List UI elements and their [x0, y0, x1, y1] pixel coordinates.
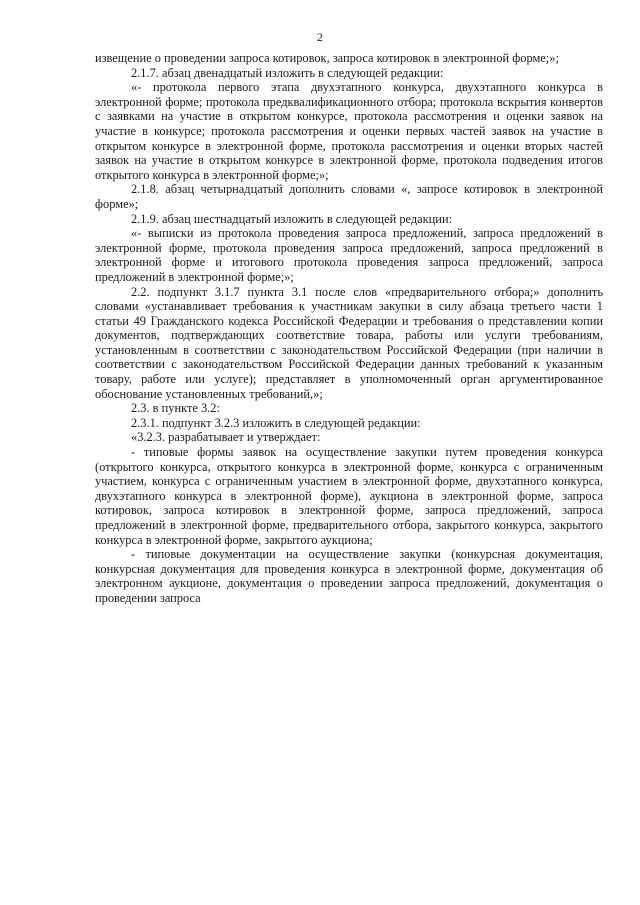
paragraph-2-1-9: 2.1.9. абзац шестнадцатый изложить в следующей редакции:: [131, 211, 453, 226]
paragraph-2-1-8: 2.1.8. абзац четырнадцатый дополнить словами «, запросе котировок в электронной форме»;: [95, 182, 603, 211]
paragraph-2-3-1: 2.3.1. подпункт 3.2.3 изложить в следующей редакции:: [131, 415, 421, 430]
paragraph-protocols-list: «- протокола первого этапа двухэтапного конкурса, двухэтапного конкурса в электронной форме; протокола предквалификационного отбора; протокола вскрытия конвертов с заявками на участие в открытом конкурсе, протокола рассмотрения и оценки заявок на участие в конкурсе; протокола рассмотрения и оценки первых частей заявок на участие в открытом конкурсе в электронной форме, протокола рассмотрения и оценки вторых частей заявок на участие в открытом конкурсе в электронной форме, протокола подведения итогов открытого конкурса в электронной форме;»;: [95, 80, 603, 182]
paragraph-2-3: 2.3. в пункте 3.2:: [131, 401, 220, 416]
paragraph-2-2: 2.2. подпункт 3.1.7 пункта 3.1 после слов «предварительного отбора;» дополнить словами «устанавливает требования к участникам закупки в силу абзаца третьего части 1 статьи 49 Гражданского кодекса Российской Федерации и требования о представлении копии документов, подтверждающих соответствие товара, работы или услуги требованиям, установленным в соответствии с законодательством Российской Федерации (при наличии в соответствии с законодательством Российской Федерации данных требований к указанным товару, работе или услуге); представляет в уполномоченный орган аргументированное обоснование установленных требований,»;: [95, 284, 603, 401]
paragraph-2-1-7: 2.1.7. абзац двенадцатый изложить в следующей редакции:: [131, 65, 444, 80]
paragraph-3-2-3: «3.2.3. разрабатывает и утверждает:: [131, 430, 321, 445]
paragraph-typical-documentation: - типовые документации на осуществление закупки (конкурсная документация, конкурсная документация для проведения конкурса в электронной форме, документация об электронном аукционе, документация о проведении запроса предложений, документация о проведении запроса: [95, 547, 603, 605]
paragraph-typical-forms: - типовые формы заявок на осуществление закупки путем проведения конкурса (открытого конкурса, открытого конкурса в электронной форме, конкурса с ограниченным участием, конкурса с ограниченным участием в электронной форме, двухэтапного конкурса, двухэтапного конкурса в электронной форме), аукциона в электронной форме, запроса котировок, запроса котировок в электронной форме, запроса предложений, запроса предложений в электронной форме, предварительного отбора, закрытого конкурса, закрытого конкурса в электронной форме, закрытого аукциона;: [95, 445, 603, 547]
paragraph-notice-continuation: извещение о проведении запроса котировок, запроса котировок в электронной форме;»;: [95, 51, 559, 65]
paragraph-extracts: «- выписки из протокола проведения запроса предложений, запроса предложений в электронной форме, протокола проведения запроса предложений, запроса предложений в электронной форме и итогового протокола проведения запроса предложений, запроса предложений в электронной форме;»;: [95, 226, 603, 284]
page-number: 2: [316, 30, 324, 44]
document-body: [95, 51, 603, 606]
